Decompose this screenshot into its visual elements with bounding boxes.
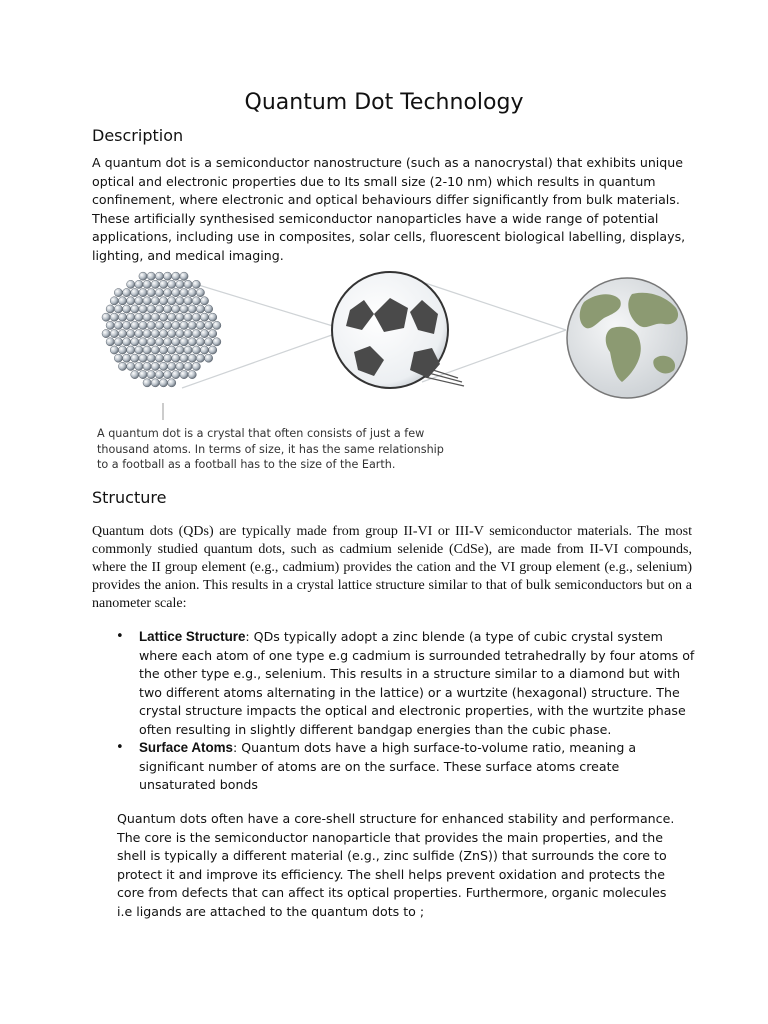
atom-sphere: [184, 362, 192, 370]
atom-sphere: [200, 330, 208, 338]
atom-sphere: [164, 289, 172, 297]
atom-sphere: [147, 289, 155, 297]
atom-sphere: [114, 321, 122, 329]
atom-sphere: [196, 305, 204, 313]
atom-sphere: [180, 354, 188, 362]
atom-sphere: [131, 371, 139, 379]
atom-sphere: [102, 313, 110, 321]
atom-sphere: [147, 371, 155, 379]
structure-intro: Quantum dots (QDs) are typically made from group II-VI or III-V semiconductor materials. The most commonly studied quantum dots, such as cadmium selenide (CdSe), are made from II-VI compounds, where the II group element (e.g., cadmium) provides the cation and the VI group element (e.g., selenium) provides the anion. This results in a crystal lattice structure similar to that of bulk semiconductors but on a nanometer scale:: [92, 524, 692, 611]
atom-sphere: [118, 297, 126, 305]
bullet-text: : Quantum dots have a high surface-to-volume ratio, meaning a significant number of atoms are on the surface. These surface atoms create unsaturated bonds: [139, 740, 637, 792]
bullet-surface-atoms: [116, 739, 696, 795]
atom-sphere: [196, 321, 204, 329]
atom-sphere: [205, 305, 213, 313]
atom-sphere: [184, 280, 192, 288]
atom-sphere: [168, 297, 176, 305]
atom-sphere: [192, 313, 200, 321]
atom-sphere: [159, 297, 167, 305]
atom-sphere: [118, 362, 126, 370]
atom-sphere: [164, 321, 172, 329]
atom-sphere: [196, 354, 204, 362]
atom-sphere: [127, 362, 135, 370]
atom-sphere: [176, 330, 184, 338]
atom-sphere: [184, 313, 192, 321]
atom-sphere: [172, 371, 180, 379]
atom-sphere: [188, 305, 196, 313]
atom-sphere: [143, 362, 151, 370]
atom-sphere: [180, 371, 188, 379]
atom-sphere: [155, 289, 163, 297]
bullet-term: Lattice Structure: [139, 629, 246, 644]
atom-sphere: [118, 346, 126, 354]
atom-sphere: [139, 338, 147, 346]
figure-caption: A quantum dot is a crystal that often consists of just a few thousand atoms. In terms of size, it has the same relationship to a football as a football has to the size of the Earth.: [97, 427, 444, 471]
atom-sphere: [168, 280, 176, 288]
description-heading: Description: [92, 126, 184, 145]
atom-sphere: [143, 346, 151, 354]
atom-sphere: [164, 272, 172, 280]
atom-sphere: [135, 280, 143, 288]
atom-sphere: [196, 289, 204, 297]
quantum-dot-crystal: [102, 272, 221, 387]
atom-sphere: [184, 297, 192, 305]
atom-sphere: [123, 321, 131, 329]
bullet-term: Surface Atoms: [139, 740, 234, 755]
atom-sphere: [131, 289, 139, 297]
atom-sphere: [192, 280, 200, 288]
atom-sphere: [159, 379, 167, 387]
atom-sphere: [127, 330, 135, 338]
atom-sphere: [135, 297, 143, 305]
page-title: Quantum Dot Technology: [244, 90, 524, 115]
atom-sphere: [151, 297, 159, 305]
earth-globe: [567, 278, 687, 398]
atom-sphere: [114, 305, 122, 313]
atom-sphere: [180, 338, 188, 346]
structure-bullet-list: [116, 628, 696, 795]
atom-sphere: [180, 321, 188, 329]
atom-sphere: [205, 321, 213, 329]
atom-sphere: [200, 346, 208, 354]
atom-sphere: [155, 272, 163, 280]
atom-sphere: [172, 354, 180, 362]
atom-sphere: [151, 313, 159, 321]
atom-sphere: [123, 354, 131, 362]
atom-sphere: [127, 313, 135, 321]
atom-sphere: [164, 354, 172, 362]
atom-sphere: [110, 297, 118, 305]
atom-sphere: [164, 338, 172, 346]
atom-sphere: [188, 321, 196, 329]
atom-sphere: [127, 280, 135, 288]
description-paragraph: A quantum dot is a semiconductor nanostructure (such as a nanocrystal) that exhibits unique optical and electronic properties due to Its small size (2-10 nm) which results in quantum confinement, where electronic and optical behaviours differ significantly from bulk materials. These artificially synthesised semiconductor nanoparticles have a wide range of potential applications, including use in composites, solar cells, fluorescent biological labelling, displays, lighting, and medical imaging.: [92, 155, 686, 263]
atom-sphere: [135, 362, 143, 370]
atom-sphere: [106, 321, 114, 329]
atom-sphere: [192, 346, 200, 354]
atom-sphere: [139, 289, 147, 297]
atom-sphere: [139, 272, 147, 280]
atom-sphere: [192, 362, 200, 370]
atom-sphere: [172, 321, 180, 329]
atom-sphere: [143, 297, 151, 305]
atom-sphere: [168, 346, 176, 354]
atom-sphere: [168, 379, 176, 387]
core-shell-paragraph: Quantum dots often have a core-shell structure for enhanced stability and performance. The core is the semiconductor nanoparticle that provides the main properties, and the shell is typically a different material (e.g., zinc sulfide (ZnS)) that surrounds the core to protect it and improve its efficiency. The shell helps prevent oxidation and protects the core from defects that can affect its optical properties. Furthermore, organic molecules i.e ligands are attached to the quantum dots to ;: [117, 811, 675, 919]
atom-sphere: [106, 338, 114, 346]
atom-sphere: [184, 346, 192, 354]
atom-sphere: [155, 321, 163, 329]
atom-sphere: [188, 289, 196, 297]
atom-sphere: [135, 330, 143, 338]
atom-sphere: [168, 362, 176, 370]
atom-sphere: [172, 272, 180, 280]
atom-sphere: [176, 362, 184, 370]
atom-sphere: [114, 289, 122, 297]
atom-sphere: [159, 330, 167, 338]
atom-sphere: [147, 321, 155, 329]
atom-sphere: [184, 330, 192, 338]
atom-sphere: [110, 330, 118, 338]
atom-sphere: [188, 354, 196, 362]
atom-sphere: [200, 313, 208, 321]
atom-sphere: [131, 338, 139, 346]
atom-sphere: [209, 346, 217, 354]
atom-sphere: [127, 346, 135, 354]
bullet-lattice-structure: [116, 628, 696, 739]
atom-sphere: [114, 338, 122, 346]
atom-sphere: [131, 321, 139, 329]
atom-sphere: [180, 272, 188, 280]
atom-sphere: [118, 313, 126, 321]
atom-sphere: [168, 313, 176, 321]
atom-sphere: [139, 371, 147, 379]
atom-sphere: [155, 338, 163, 346]
atom-sphere: [123, 338, 131, 346]
atom-sphere: [102, 330, 110, 338]
atom-sphere: [180, 289, 188, 297]
atom-sphere: [176, 297, 184, 305]
atom-sphere: [188, 338, 196, 346]
atom-sphere: [131, 305, 139, 313]
bullet-text: : QDs typically adopt a zinc blende (a type of cubic crystal system where each atom of one type e.g cadmium is surrounded tetrahedrally by four atoms of the other type e.g., selenium. This results in a structure similar to a diamond but with two different atoms alternating in the lattice) or a wurtzite (hexagonal) structure. The crystal structure impacts the optical and electronic properties, with the wurtzite phase often resulting in slightly different bandgap energies than the cubic phase.: [139, 629, 695, 737]
atom-sphere: [123, 289, 131, 297]
atom-sphere: [213, 338, 221, 346]
atom-sphere: [172, 289, 180, 297]
atom-sphere: [151, 346, 159, 354]
atom-sphere: [164, 371, 172, 379]
atom-sphere: [147, 305, 155, 313]
atom-sphere: [106, 305, 114, 313]
atom-sphere: [147, 354, 155, 362]
atom-sphere: [151, 379, 159, 387]
atom-sphere: [135, 346, 143, 354]
atom-sphere: [131, 354, 139, 362]
atom-sphere: [151, 330, 159, 338]
atom-sphere: [176, 346, 184, 354]
atom-sphere: [143, 330, 151, 338]
atom-sphere: [110, 313, 118, 321]
atom-sphere: [205, 338, 213, 346]
atom-sphere: [123, 305, 131, 313]
atom-sphere: [159, 346, 167, 354]
atom-sphere: [209, 313, 217, 321]
atom-sphere: [180, 305, 188, 313]
atom-sphere: [147, 338, 155, 346]
atom-sphere: [172, 338, 180, 346]
atom-sphere: [192, 297, 200, 305]
atom-sphere: [151, 280, 159, 288]
atom-sphere: [155, 354, 163, 362]
atom-sphere: [155, 371, 163, 379]
atom-sphere: [176, 313, 184, 321]
atom-sphere: [147, 272, 155, 280]
atom-sphere: [159, 280, 167, 288]
atom-sphere: [164, 305, 172, 313]
atom-sphere: [159, 362, 167, 370]
atom-sphere: [205, 354, 213, 362]
atom-sphere: [143, 280, 151, 288]
atom-sphere: [151, 362, 159, 370]
atom-sphere: [110, 346, 118, 354]
atom-sphere: [159, 313, 167, 321]
atom-sphere: [176, 280, 184, 288]
atom-sphere: [196, 338, 204, 346]
atom-sphere: [139, 354, 147, 362]
atom-sphere: [135, 313, 143, 321]
atom-sphere: [127, 297, 135, 305]
atom-sphere: [114, 354, 122, 362]
atom-sphere: [172, 305, 180, 313]
atom-sphere: [143, 379, 151, 387]
atom-sphere: [143, 313, 151, 321]
atom-sphere: [192, 330, 200, 338]
atom-sphere: [200, 297, 208, 305]
atom-sphere: [213, 321, 221, 329]
atom-sphere: [209, 330, 217, 338]
atom-sphere: [139, 321, 147, 329]
atom-sphere: [118, 330, 126, 338]
atom-sphere: [188, 371, 196, 379]
structure-heading: Structure: [92, 488, 167, 507]
atom-sphere: [168, 330, 176, 338]
atom-sphere: [139, 305, 147, 313]
atom-sphere: [155, 305, 163, 313]
